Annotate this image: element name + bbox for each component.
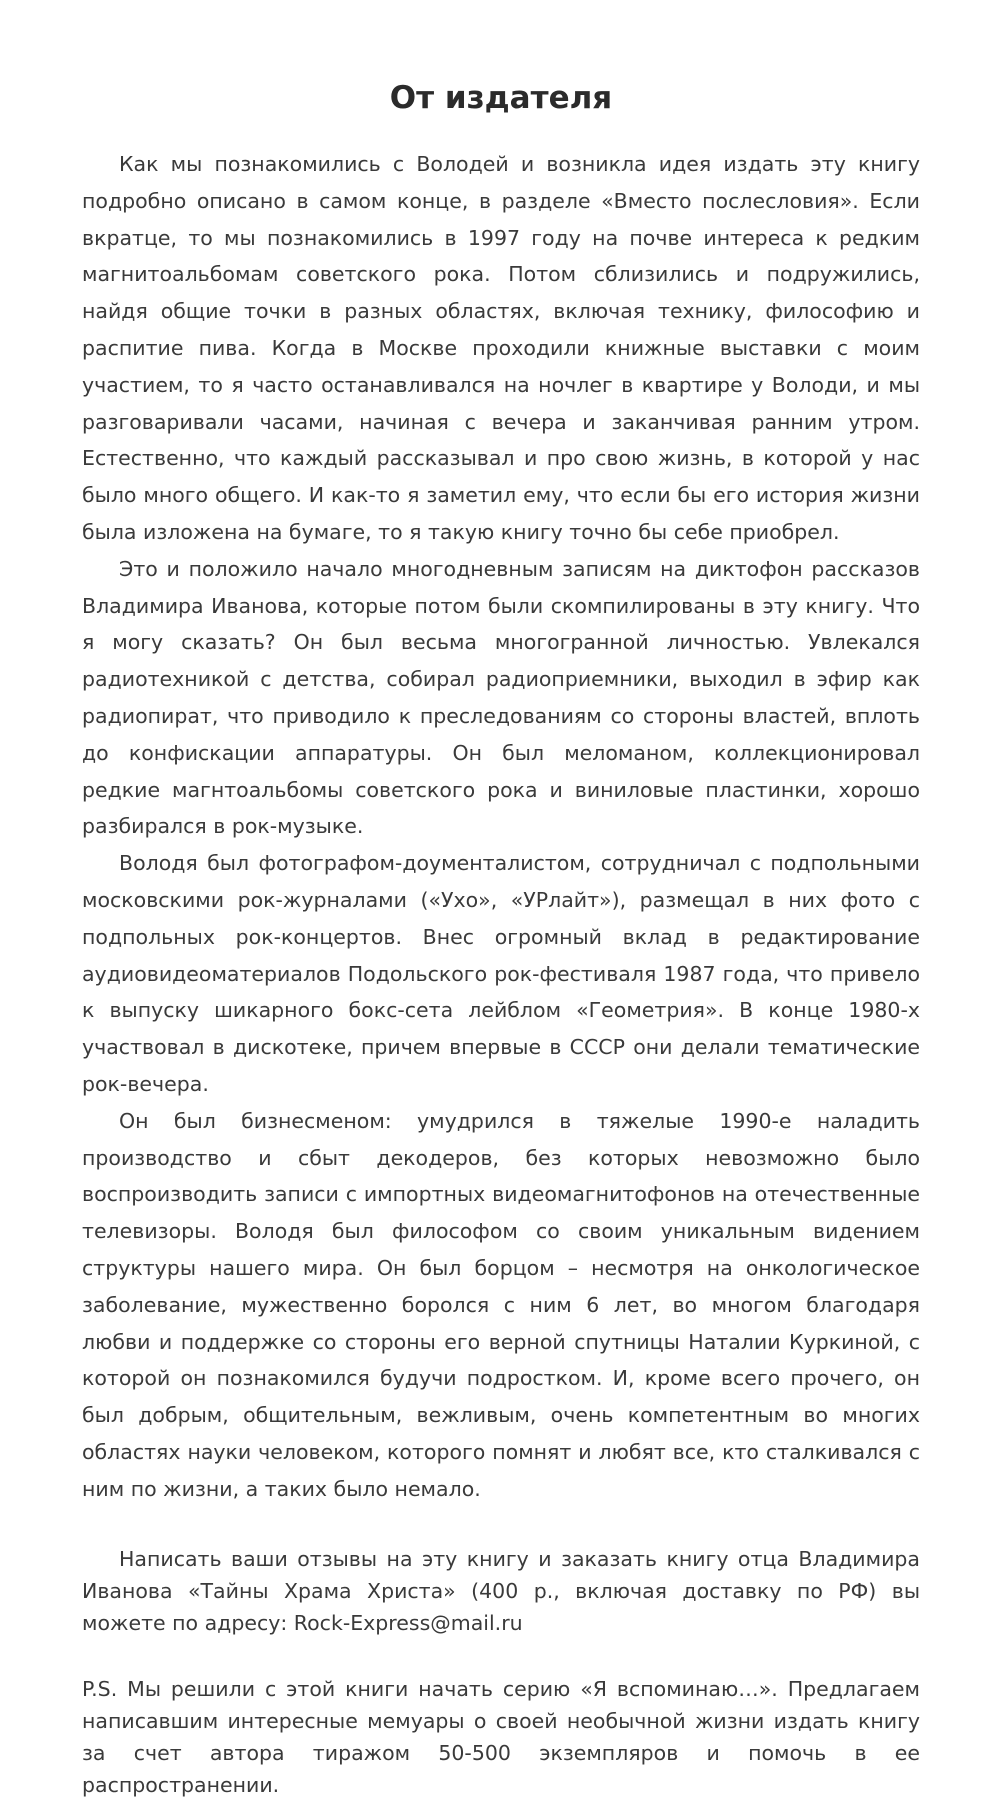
contact-note: Написать ваши отзывы на эту книгу и заказать книгу отца Владимира Иванова «Тайны Храма Христа» (400 р., включая доставку по РФ) вы можете по адресу: Rock-Express@mail.ru (82, 1547, 920, 1636)
body-paragraph: Это и положило начало многодневным записям на диктофон рассказов Владимира Иванова, которые потом были скомпилированы в эту книгу. Что я могу сказать? Он был весьма многогранной личностью. Увлекался радиотехникой с детства, собирал радиоприемники, выходил в эфир как радиопират, что приводило к преследованиям со стороны властей, вплоть до конфискации аппаратуры. Он был меломаном, коллекционировал редкие магнтоальбомы советского рока и виниловые пластинки, хорошо разбирался в рок-музыке. (82, 556, 920, 839)
body-paragraph: Он был бизнесменом: умудрился в тяжелые 1990-е наладить производство и сбыт декодеров, без которых невозможно было воспроизводить записи с импортных видеомагнитофонов на отечественные телевизоры. Володя был философом со своим уникальным видением структуры нашего мира. Он был борцом – несмотря на онкологическое заболевание, мужественно боролся с ним 6 лет, во многом благодаря любви и поддержке со стороны его верной спутницы Наталии Куркиной, с которой он познакомился будучи подростком. И, кроме всего прочего, он был добрым, общительным, вежливым, очень компетентным во многих областях науки человеком, которого помнят и любят все, кто сталкивался с ним по жизни, а таких было немало. (82, 1108, 920, 1501)
page-title: От издателя (389, 80, 613, 116)
body-paragraph: Как мы познакомились с Володей и возникла идея издать эту книгу подробно описано в самом конце, в разделе «Вместо послесловия». Если вкратце, то мы познакомились в 1997 году на почве интереса к редким магнитоальбомам советского рока. Потом сблизились и подружились, найдя общие точки в разных областях, включая технику, философию и распитие пива. Когда в Москве проходили книжные выставки с моим участием, то я часто останавливался на ночлег в квартире у Володи, и мы разговаривали часами, начиная с вечера и заканчивая ранним утром. Естественно, что каждый рассказывал и про свою жизнь, в которой у нас было много общего. И как-то я заметил ему, что если бы его история жизни была изложена на бумаге, то я такую книгу точно бы себе приобрел. (82, 152, 920, 544)
body-paragraph: Володя был фотографом-доументалистом, сотрудничал с подпольными московскими рок-журналами («Ухо», «УРлайт»), размещал в них фото с подпольных рок-концертов. Внес огромный вклад в редактирование аудиовидеоматериалов Подольского рок-фестиваля 1987 года, что привело к выпуску шикарного бокс-сета лейблом «Геометрия». В конце 1980-х участвовал в дискотеке, причем впервые в СССР они делали тематические рок-вечера. (82, 851, 920, 1096)
document-page (82, 78, 920, 1801)
postscript: P.S. Мы решили с этой книги начать серию «Я вспоминаю…». Предлагаем написавшим интересные мемуары о своей необычной жизни издать книгу за счет автора тиражом 50-500 экземпляров и помочь в ее распространении. (82, 1677, 920, 1798)
